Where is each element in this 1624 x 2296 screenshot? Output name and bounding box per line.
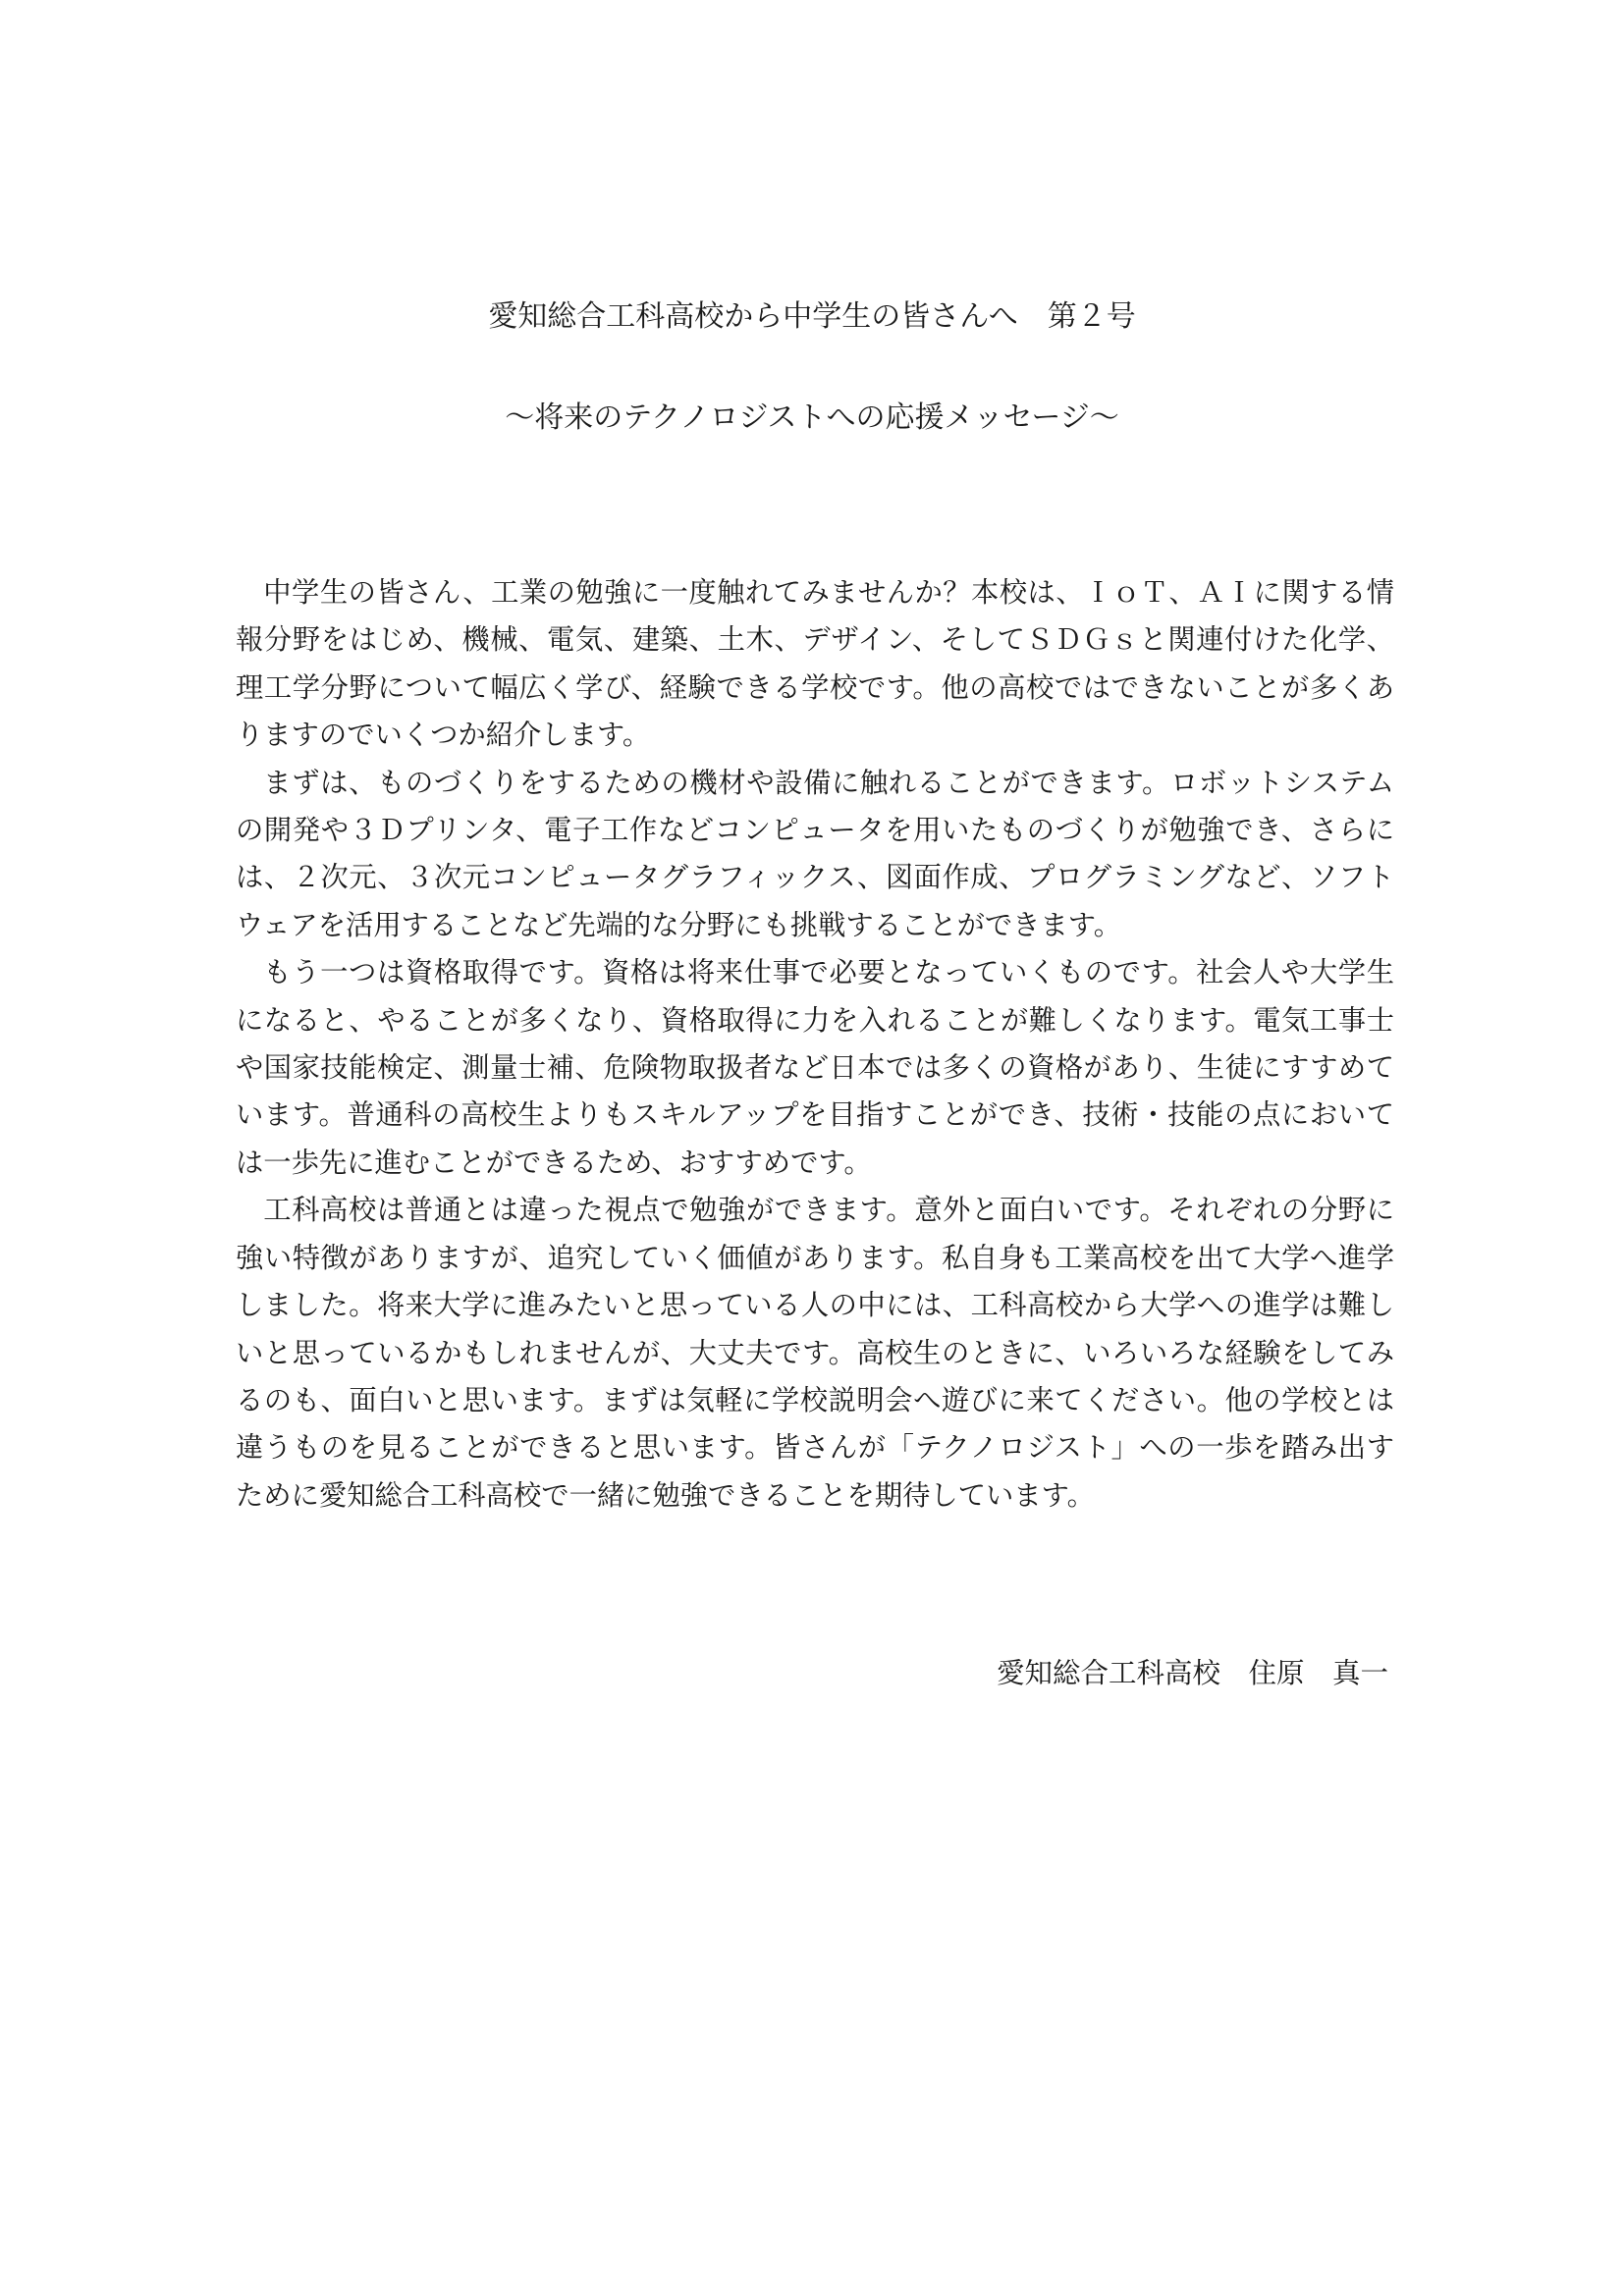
document-title: 愛知総合工科高校から中学生の皆さんへ 第２号: [488, 299, 1136, 334]
author-signature: 愛知総合工科高校 住原 真一: [996, 1657, 1388, 1689]
body-paragraph-2: まずは、ものづくりをするための機材や設備に触れることができます。ロボットシステムの開発や３Ｄプリンタ、電子工作などコンピュータを用いたものづくりが勉強でき、さらには、２次元、３次元コンピュータグラフィックス、図面作成、プログラミングなど、ソフトウェアを活用することなど先端的な分野にも挑戦することができます。: [236, 766, 1394, 941]
body-paragraph-1: 中学生の皆さん、工業の勉強に一度触れてみませんか？本校は、ＩｏＴ、ＡＩに関する情報分野をはじめ、機械、電気、建築、土木、デザイン、そしてＳＤＧｓと関連付けた化学、理工学分野について幅広く学び、経験できる学校です。他の高校ではできないことが多くありますのでいくつか紹介します。: [236, 576, 1394, 752]
body-paragraph-4: 工科高校は普通とは違った視点で勉強ができます。意外と面白いです。それぞれの分野に強い特徴がありますが、追究していく価値があります。私自身も工業高校を出て大学へ進学しました。将来大学に進みたいと思っている人の中には、工科高校から大学への進学は難しいと思っているかもしれませんが、大丈夫です。高校生のときに、いろいろな経験をしてみるのも、面白いと思います。まずは気軽に学校説明会へ遊びに来てください。他の学校とは違うものを見ることができると思います。皆さんが「テクノロジスト」への一歩を踏み出すために愛知総合工科高校で一緒に勉強できることを期待しています。: [236, 1194, 1394, 1512]
body-paragraph-3: もう一つは資格取得です。資格は将来仕事で必要となっていくものです。社会人や大学生になると、やることが多くなり、資格取得に力を入れることが難しくなります。電気工事士や国家技能検定、測量士補、危険物取扱者など日本では多くの資格があり、生徒にすすめています。普通科の高校生よりもスキルアップを目指すことができ、技術・技能の点においては一歩先に進むことができるため、おすすめです。: [236, 956, 1394, 1179]
document-subtitle: 〜将来のテクノロジストへの応援メッセージ〜: [505, 400, 1119, 435]
document-body: [236, 569, 1394, 1520]
